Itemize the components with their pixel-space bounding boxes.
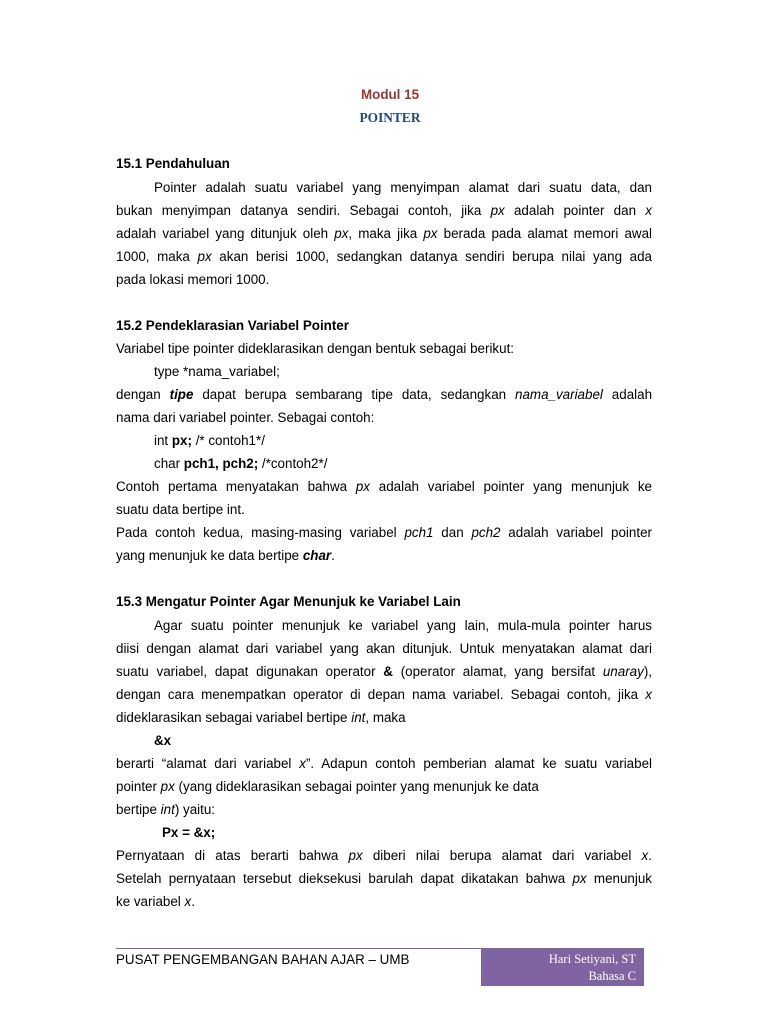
paragraph-line: Setelah pernyataan tersebut dieksekusi barulah dapat dikatakan bahwa px menunjuk [116, 871, 652, 886]
paragraph-line: bertipe int) yaitu: [116, 802, 216, 817]
paragraph-line: Variabel tipe pointer dideklarasikan dengan bentuk sebagai berikut: [116, 341, 515, 356]
paragraph-line: pointer px (yang dideklarasikan sebagai pointer yang menunjuk ke data [116, 779, 539, 794]
paragraph-line: dideklarasikan sebagai variabel bertipe int, maka [116, 710, 406, 725]
paragraph-line: nama dari variabel pointer. Sebagai contoh: [116, 410, 375, 425]
code-line: Px = &x; [162, 825, 216, 840]
paragraph-line: pada lokasi memori 1000. [116, 272, 270, 287]
paragraph-line: suatu data bertipe int. [116, 502, 245, 517]
module-number: Modul 15 [360, 87, 420, 102]
paragraph-line: 1000, maka px akan berisi 1000, sedangkan datanya sendiri berupa nilai yang ada [116, 249, 652, 264]
paragraph-line: Agar suatu pointer menunjuk ke variabel yang lain, mula-mula pointer harus [154, 618, 652, 633]
footer-author: Hari Setiyani, ST [548, 952, 636, 966]
paragraph-line: diisi dengan alamat dari variabel yang akan ditunjuk. Untuk menyatakan alamat dari [116, 641, 652, 656]
code-line: int px; /* contoh1*/ [154, 433, 265, 448]
code-line: &x [154, 733, 172, 748]
paragraph-line: Pernyataan di atas berarti bahwa px diberi nilai berupa alamat dari variabel x. [116, 848, 652, 863]
section-3-heading: 15.3 Mengatur Pointer Agar Menunjuk ke Variabel Lain [116, 594, 461, 609]
paragraph-line: dengan tipe dapat berupa sembarang tipe data, sedangkan nama_variabel adalah [116, 387, 653, 402]
paragraph-line: dengan cara menempatkan operator di depan nama variabel. Sebagai contoh, jika x [116, 687, 652, 702]
paragraph-line: bukan menyimpan datanya sendiri. Sebagai contoh, jika px adalah pointer dan x [116, 203, 652, 218]
paragraph-line: ke variabel x. [116, 894, 195, 909]
code-line: type *nama_variabel; [154, 364, 280, 379]
paragraph-line: Contoh pertama menyatakan bahwa px adalah variabel pointer yang menunjuk ke [116, 479, 652, 494]
section-2-heading: 15.2 Pendeklarasian Variabel Pointer [116, 318, 349, 333]
paragraph-line: Pada contoh kedua, masing-masing variabel pch1 dan pch2 adalah variabel pointer [116, 525, 652, 540]
paragraph-line: berarti “alamat dari variabel x”. Adapun contoh pemberian alamat ke suatu variabel [116, 756, 652, 771]
footer-author-box [481, 949, 644, 986]
section-1-heading: 15.1 Pendahuluan [116, 156, 230, 171]
paragraph-line: yang menunjuk ke data bertipe char. [116, 548, 335, 563]
paragraph-line: Pointer adalah suatu variabel yang menyimpan alamat dari suatu data, dan [154, 180, 652, 195]
paragraph-line: adalah variabel yang ditunjuk oleh px, maka jika px berada pada alamat memori awal [116, 226, 652, 241]
footer-course: Bahasa C [588, 969, 636, 983]
module-topic: POINTER [359, 110, 421, 125]
paragraph-line: suatu variabel, dapat digunakan operator & (operator alamat, yang bersifat unaray), [116, 664, 652, 679]
code-line: char pch1, pch2; /*contoh2*/ [154, 456, 328, 471]
footer-institution: PUSAT PENGEMBANGAN BAHAN AJAR – UMB [116, 952, 410, 967]
